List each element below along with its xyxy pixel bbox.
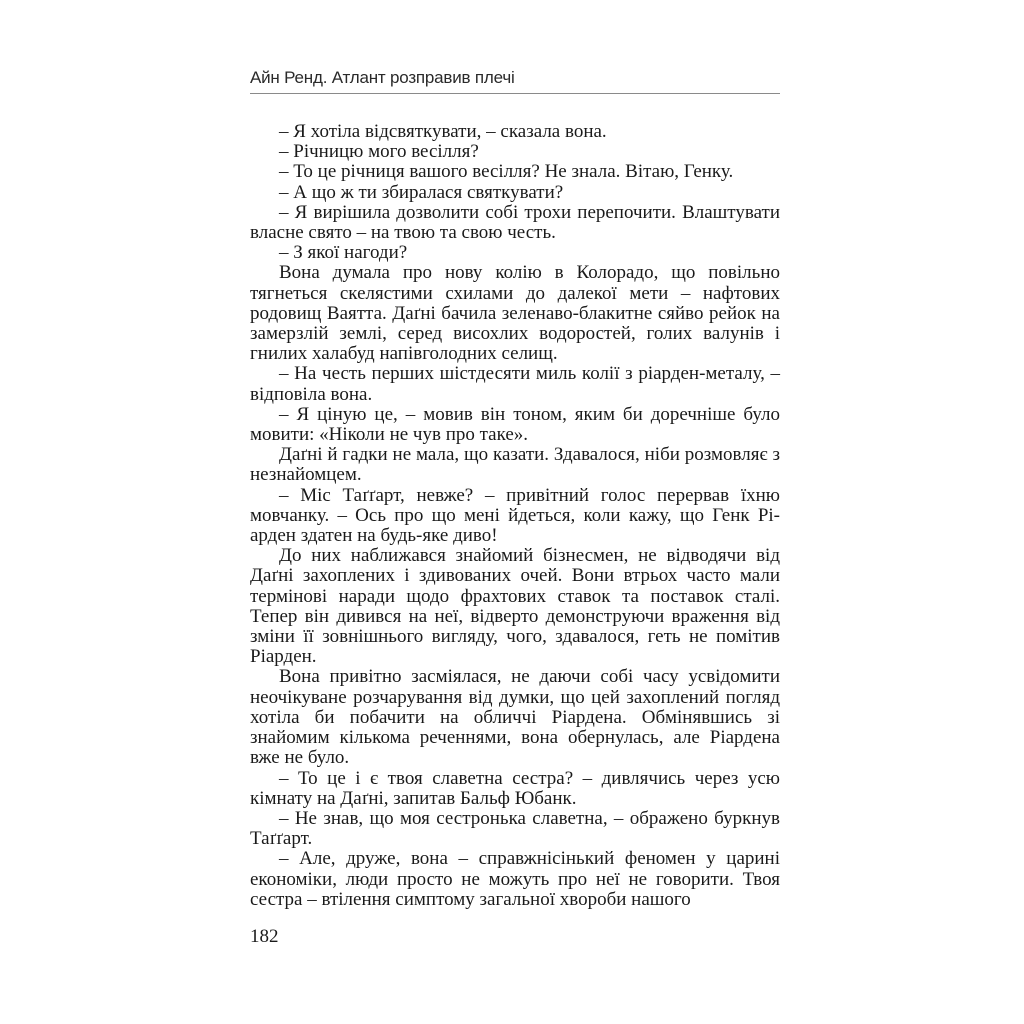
paragraph: – Я ціную це, – мовив він тоном, яким би доречніше було мовити: «Ніколи не чув про таке». xyxy=(250,403,780,446)
paragraph: Даґні й гадки не мала, що казати. Здавалося, ніби розмовляє з незнайомцем. xyxy=(250,444,780,486)
paragraph: Вона привітно засміялася, не даючи собі часу усвідомити неочікуване розчарування від думки, що цей захоплений погляд хотіла би побачити на обличчі Ріардена. Обмінявшись зі знайомим кількома реченнями, вона обернулась, але Ріардена вже не було. xyxy=(250,666,780,769)
paragraph: – А що ж ти збиралася святкувати? xyxy=(279,181,564,203)
paragraph: – Міс Таґґарт, невже? – привітний голос перервав їхню мовчанку. – Ось про що мені йдеться, коли кажу, що Генк Ріарден здатен на будь-яке диво! xyxy=(250,484,780,547)
page-number: 182 xyxy=(250,926,279,947)
paragraph: – Не знав, що моя сестронька славетна, – ображено буркнув Таґґарт. xyxy=(250,807,780,850)
running-header: Айн Ренд. Атлант розправив плечі xyxy=(250,68,515,87)
paragraph: До них наближався знайомий бізнесмен, не відводячи від Даґні захоплених і здивованих очей. Вони втрьох часто мали термінові наради щодо фрахтових ставок та поставок сталі. Тепер він дивився на неї, відверто демонструючи враження від зміни її зовнішнього вигляду, чого, здавалося, геть не помітив Ріарден. xyxy=(250,545,780,668)
body-text xyxy=(250,122,780,910)
header-rule xyxy=(250,93,780,94)
paragraph: Вона думала про нову колію в Колорадо, що повільно тягнеться скелястими схилами до далекої мети – нафтових родовищ Ваятта. Даґні бачила зеленаво-блакитне сяйво рейок на замерзлій землі, серед висохлих водоростей, голих валунів і гнилих халабуд напівголодних селищ. xyxy=(250,262,780,365)
paragraph: – З якої нагоди? xyxy=(279,242,408,264)
paragraph: – Я вирішила дозволити собі трохи перепочити. Влаштувати власне свято – на твою та свою честь. xyxy=(250,201,780,244)
paragraph: – На честь перших шістдесяти миль колії з ріарден-металу, – відповіла вона. xyxy=(250,363,780,405)
paragraph: – Річницю мого весілля? xyxy=(279,141,479,163)
paragraph: – Я хотіла відсвяткувати, – сказала вона. xyxy=(279,121,607,142)
paragraph: – То це і є твоя славетна сестра? – дивлячись через усю кімнату на Даґні, запитав Бальф Юбанк. xyxy=(250,767,780,809)
paragraph: – То це річниця вашого весілля? Не знала. Вітаю, Генку. xyxy=(279,161,734,183)
paragraph: – Але, друже, вона – справжнісінький феномен у царині економіки, люди просто не можуть про неї не говорити. Твоя сестра – втілення симптому загальної хвороби нашого xyxy=(250,848,780,910)
